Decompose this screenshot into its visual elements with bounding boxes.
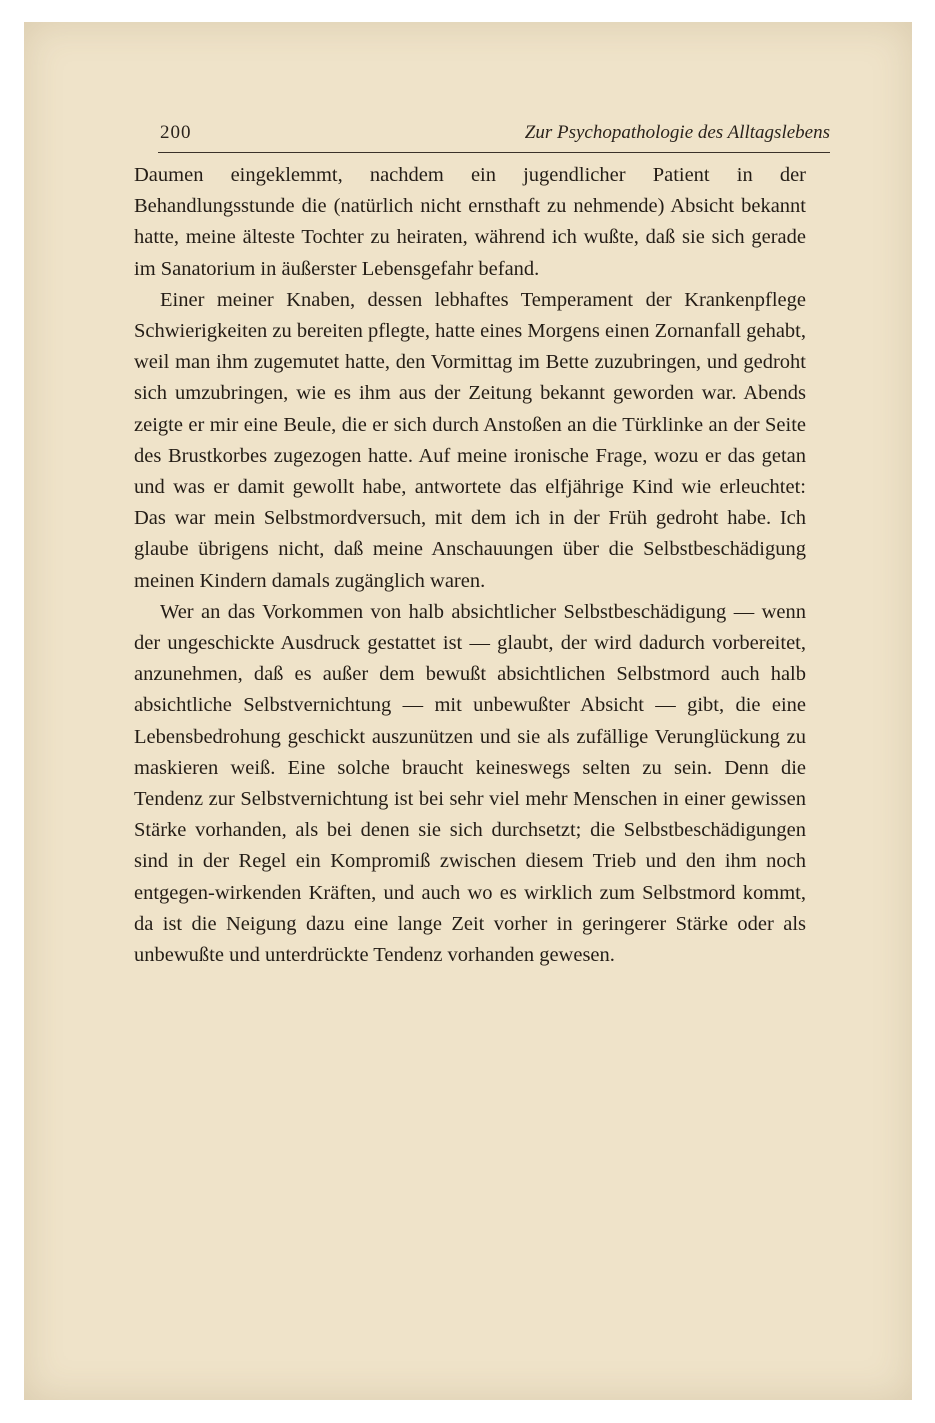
paragraph-knaben: Einer meiner Knaben, dessen lebhaftes Temperament der Krankenpflege Schwierigkeiten zu bereiten pflegte, hatte eines Morgens einen Zornanfall gehabt, weil man ihm zugemutet hatte, den Vormittag im Bette zuzubringen, und gedroht sich umzubringen, wie es ihm aus der Zeitung bekannt geworden war. Abends zeigte er mir eine Beule, die er sich durch Anstoßen an die Türklinke an der Seite des Brustkorbes zugezogen hatte. Auf meine ironische Frage, wozu er das getan und was er damit gewollt habe, antwortete das elfjährige Kind wie erleuchtet: Das war mein Selbstmordversuch, mit dem ich in der Früh gedroht habe. Ich glaube übrigens nicht, daß meine Anschauungen über die Selbstbeschädigung meinen Kindern damals zugänglich waren.: [134, 288, 806, 592]
paragraph-selbstbeschaedigung: Wer an das Vorkommen von halb absichtlicher Selbstbeschädigung — wenn der ungeschickte Ausdruck gestattet ist — glaubt, der wird dadurch vorbereitet, anzunehmen, daß es außer dem bewußt absichtlichen Selbstmord auch halb absichtliche Selbstvernichtung — mit unbewußter Absicht — gibt, die eine Lebensbedrohung geschickt auszunützen und sie als zufällige Verunglückung zu maskieren weiß. Eine solche braucht keineswegs selten zu sein. Denn die Tendenz zur Selbstvernichtung ist bei sehr viel mehr Menschen in einer gewissen Stärke vorhanden, als bei denen sie sich durchsetzt; die Selbstbeschädigungen sind in der Regel ein Kompromiß zwischen diesem Trieb und den ihm noch entgegen-wirkenden Kräften, und auch wo es wirklich zum Selbstmord kommt, da ist die Neigung dazu eine lange Zeit vorher in geringerer Stärke oder als unbewußte und unterdrückte Tendenz vorhanden gewesen.: [134, 600, 806, 967]
page-header: [158, 122, 830, 153]
running-title: Zur Psychopathologie des Alltagslebens: [524, 122, 830, 143]
body-text: [134, 160, 806, 971]
page-number: 200: [160, 122, 192, 143]
paragraph-continued: Daumen eingeklemmt, nachdem ein jugendlicher Patient in der Behandlungsstunde die (natürlich nicht ernsthaft zu nehmende) Absicht bekannt hatte, meine älteste Tochter zu heiraten, während ich wußte, daß sie sich gerade im Sanatorium in äußerster Lebensgefahr befand.: [134, 164, 806, 280]
